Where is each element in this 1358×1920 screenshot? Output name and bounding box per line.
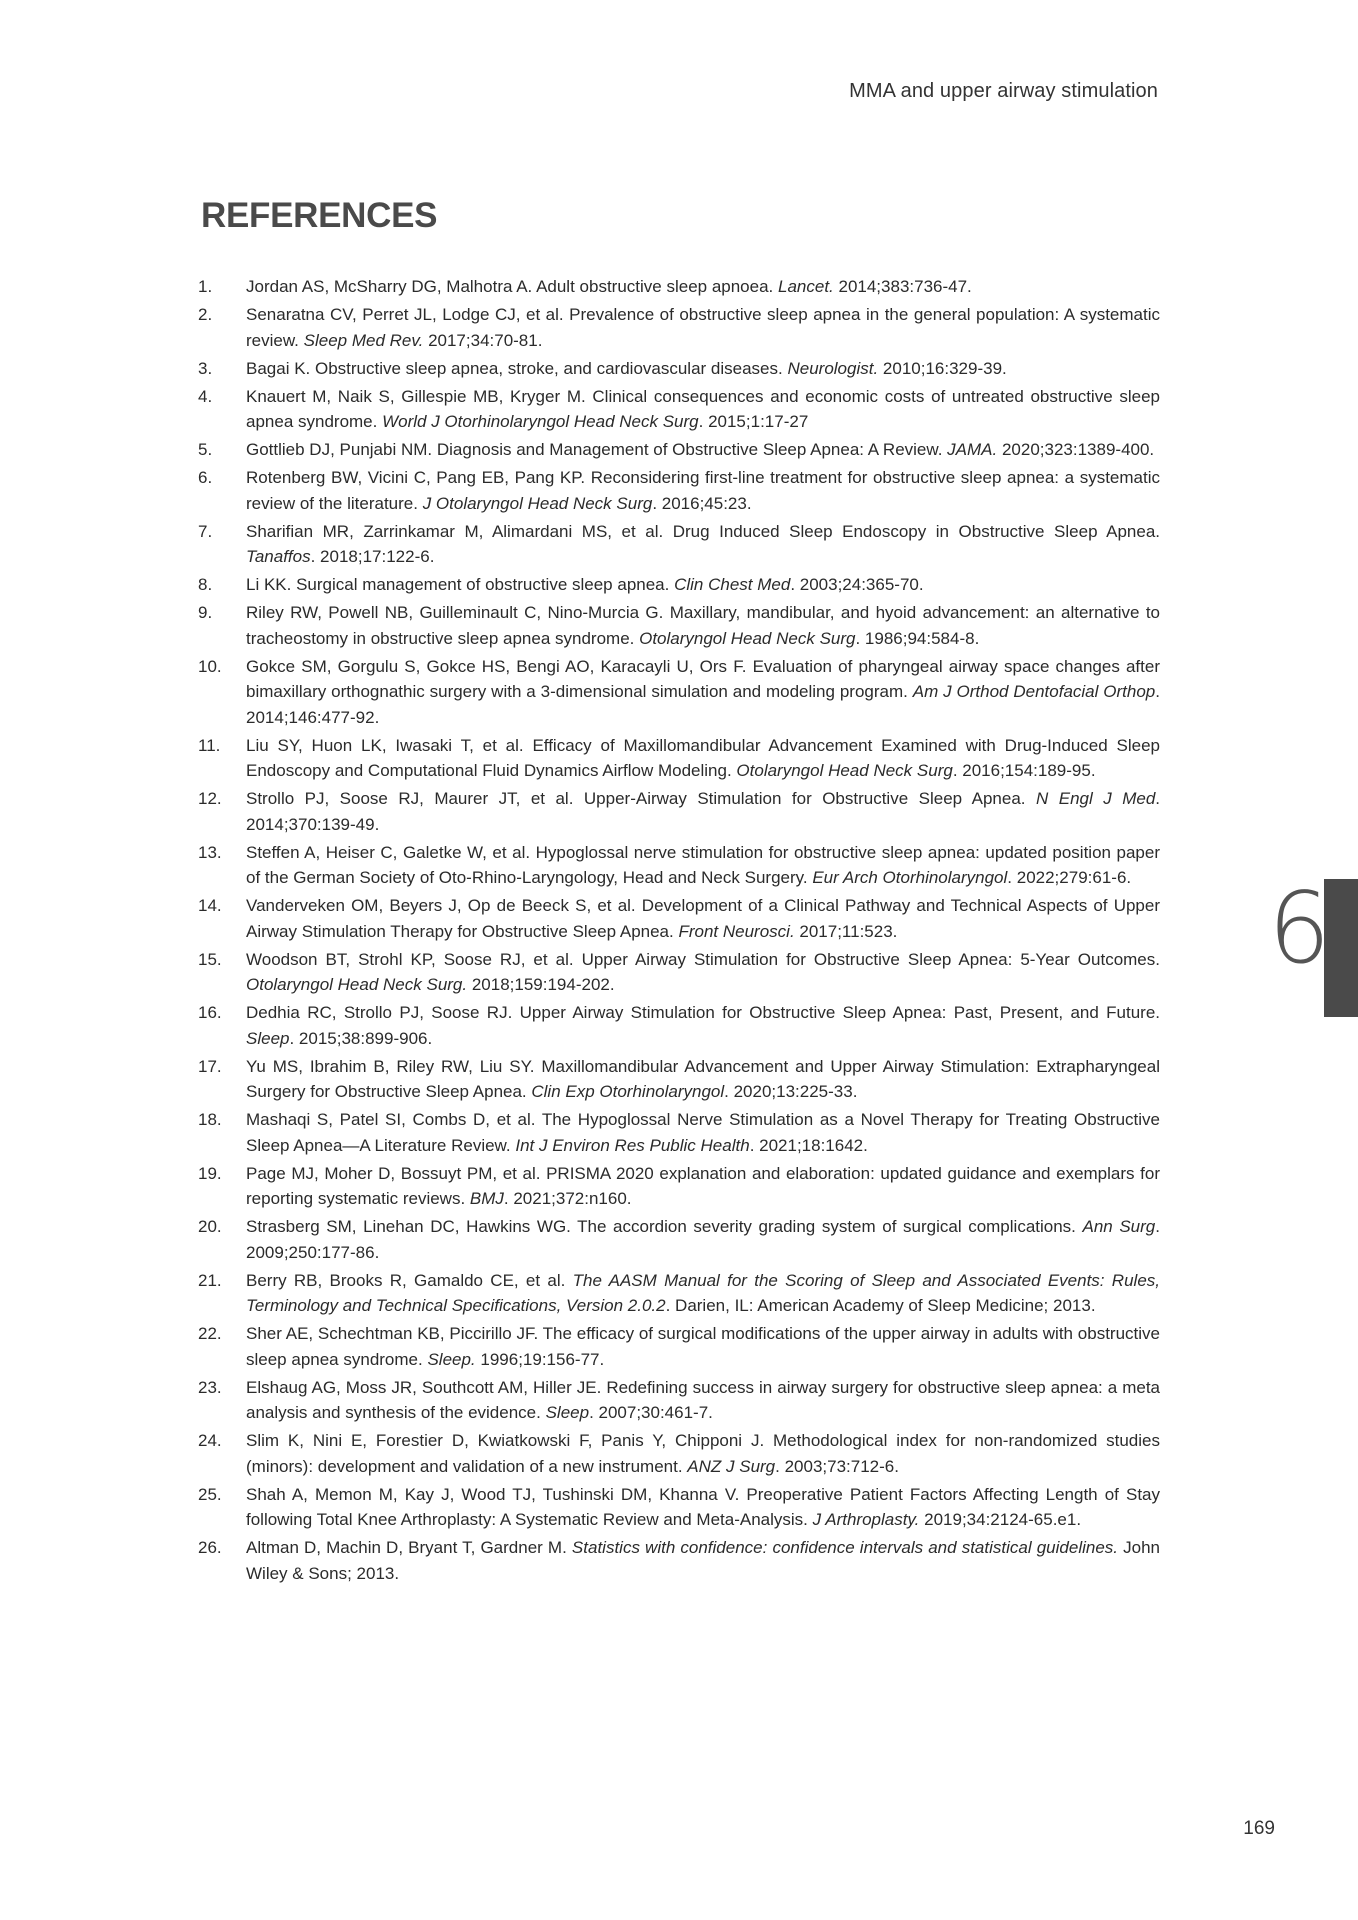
reference-citation: John Wiley & Sons; 2013. [246, 1538, 1160, 1583]
reference-authors-title: Page MJ, Moher D, Bossuyt PM, et al. PRISMA 2020 explanation and elaboration: updated guidance and exemplars for reporting systematic reviews. [246, 1163, 1160, 1208]
reference-journal: Otolaryngol Head Neck Surg. [246, 975, 468, 994]
reference-item [198, 1161, 1160, 1212]
running-head: MMA and upper airway stimulation [849, 80, 1158, 102]
reference-item [198, 519, 1160, 570]
reference-citation: . 2020;13:225-33. [724, 1082, 858, 1101]
reference-item [198, 733, 1160, 784]
reference-text [246, 1107, 1160, 1158]
reference-authors-title: Li KK. Surgical management of obstructive sleep apnea. [246, 575, 675, 594]
reference-journal: N Engl J Med [1036, 789, 1156, 808]
reference-item [198, 1428, 1160, 1479]
reference-journal: Otolaryngol Head Neck Surg [736, 761, 953, 780]
reference-citation: . 2014;370:139-49. [246, 789, 1161, 834]
reference-journal: World J Otorhinolaryngol Head Neck Surg [382, 412, 699, 431]
reference-text [246, 384, 1160, 435]
reference-number: 15. [198, 949, 222, 969]
reference-authors-title: Berry RB, Brooks R, Gamaldo CE, et al. [246, 1270, 573, 1290]
reference-authors-title: Strasberg SM, Linehan DC, Hawkins WG. The accordion severity grading system of surgical complications. [246, 1217, 1083, 1236]
reference-item [198, 947, 1160, 998]
reference-citation: 2017;34:70-81. [423, 330, 543, 350]
reference-journal: Eur Arch Otorhinolaryngol [812, 868, 1008, 887]
reference-journal: J Otolaryngol Head Neck Surg [422, 493, 653, 513]
reference-text [246, 274, 1160, 300]
reference-authors-title: Rotenberg BW, Vicini C, Pang EB, Pang KP. Reconsidering first-line treatment for obstructive sleep apnea: a systematic review of the literature. [246, 468, 1160, 513]
reference-number: 1. [198, 277, 213, 296]
reference-text [246, 1535, 1160, 1586]
reference-citation: . 2007;30:461-7. [589, 1403, 713, 1422]
reference-authors-title: Woodson BT, Strohl KP, Soose RJ, et al. Upper Airway Stimulation for Obstructive Sleep Apnea: 5-Year Outcomes. [246, 949, 1160, 969]
reference-citation: 2017;11:523. [794, 921, 898, 941]
reference-citation: . 2016;154:189-95. [952, 761, 1096, 780]
reference-authors-title: Steffen A, Heiser C, Galetke W, et al. Hypoglossal nerve stimulation for obstructive sleep apnea: updated position paper of the German Society of Oto-Rhino-Laryngology, Head and Neck Surgery. [246, 842, 1160, 887]
reference-item [198, 786, 1160, 837]
reference-number: 21. [198, 1270, 222, 1290]
reference-citation: 1996;19:156-77. [475, 1349, 605, 1369]
reference-text [246, 947, 1160, 998]
page-title: REFERENCES [201, 196, 438, 235]
reference-item [198, 1214, 1160, 1265]
reference-authors-title: Jordan AS, McSharry DG, Malhotra A. Adult obstructive sleep apnoea. [246, 277, 778, 296]
reference-journal: Sleep Med Rev. [303, 330, 424, 350]
reference-authors-title: Senaratna CV, Perret JL, Lodge CJ, et al. Prevalence of obstructive sleep apnea in the general population: A systematic review. [246, 305, 1160, 350]
reference-journal: Neurologist. [787, 358, 879, 378]
reference-authors-title: Bagai K. Obstructive sleep apnea, stroke, and cardiovascular diseases. [246, 358, 788, 378]
reference-text [246, 519, 1160, 570]
reference-item [198, 1268, 1160, 1319]
reference-citation: . 2016;45:23. [652, 493, 752, 513]
reference-citation: . 2021;372:n160. [503, 1189, 632, 1208]
reference-citation: 2019;34:2124-65.e1. [919, 1510, 1082, 1529]
reference-number: 14. [198, 896, 222, 915]
reference-journal: Ann Surg [1082, 1217, 1156, 1236]
reference-authors-title: Elshaug AG, Moss JR, Southcott AM, Hiller JE. Redefining success in airway surgery for obstructive sleep apnea: a meta analysis and synthesis of the evidence. [246, 1377, 1160, 1422]
reference-authors-title: Riley RW, Powell NB, Guilleminault C, Nino-Murcia G. Maxillary, mandibular, and hyoid advancement: an alternative to tracheostomy in obstructive sleep apnea syndrome. [246, 603, 1160, 648]
reference-text [246, 733, 1160, 784]
reference-number: 24. [198, 1431, 222, 1450]
reference-text [246, 1428, 1160, 1479]
reference-journal: ANZ J Surg [687, 1456, 776, 1476]
reference-text [246, 893, 1160, 944]
reference-citation: 2018;159:194-202. [467, 975, 615, 994]
reference-item [198, 1375, 1160, 1426]
reference-item [198, 654, 1160, 731]
reference-number: 9. [198, 603, 213, 622]
reference-number: 17. [198, 1056, 222, 1076]
reference-item [198, 893, 1160, 944]
reference-text [246, 654, 1160, 731]
reference-citation: . 2015;38:899-906. [289, 1028, 433, 1048]
reference-text [246, 1214, 1160, 1265]
reference-journal: The AASM Manual for the Scoring of Sleep and Associated Events: Rules, Terminology and Technical Specifications, Version 2.0.2 [246, 1270, 1160, 1315]
reference-journal: Sleep [246, 1028, 290, 1048]
reference-journal: Clin Exp Otorhinolaryngol [531, 1082, 725, 1101]
reference-journal: Otolaryngol Head Neck Surg [639, 628, 856, 648]
reference-journal: Am J Orthod Dentofacial Orthop [912, 682, 1156, 701]
reference-number: 26. [198, 1538, 222, 1557]
reference-item [198, 274, 1160, 300]
reference-item [198, 572, 1160, 598]
reference-citation: 2010;16:329-39. [878, 358, 1007, 378]
reference-number: 3. [198, 358, 213, 378]
reference-citation: . 2014;146:477-92. [246, 682, 1160, 727]
reference-authors-title: Shah A, Memon M, Kay J, Wood TJ, Tushinski DM, Khanna V. Preoperative Patient Factors Affecting Length of Stay following Total Knee Arthroplasty: A Systematic Review and Meta-Analysis. [246, 1484, 1160, 1529]
reference-authors-title: Slim K, Nini E, Forestier D, Kwiatkowski F, Panis Y, Chipponi J. Methodological index for non-randomized studies (minors): development and validation of a new instrument. [246, 1431, 1160, 1476]
reference-item [198, 1054, 1160, 1105]
reference-journal: Lancet. [778, 277, 834, 296]
reference-number: 10. [198, 656, 222, 676]
reference-number: 16. [198, 1003, 222, 1022]
reference-item [198, 302, 1160, 353]
reference-authors-title: Mashaqi S, Patel SI, Combs D, et al. The Hypoglossal Nerve Stimulation as a Novel Therapy for Treating Obstructive Sleep Apnea—A Literature Review. [246, 1110, 1160, 1155]
reference-number: 2. [198, 305, 213, 324]
reference-text [246, 1321, 1160, 1372]
reference-number: 19. [198, 1163, 222, 1183]
reference-citation: . Darien, IL: American Academy of Sleep Medicine; 2013. [665, 1296, 1096, 1315]
reference-authors-title: Gokce SM, Gorgulu S, Gokce HS, Bengi AO, Karacayli U, Ors F. Evaluation of pharyngeal airway space changes after bimaxillary orthognathic surgery with a 3-dimensional simulation and modeling program. [246, 656, 1160, 701]
reference-number: 6. [198, 468, 213, 487]
reference-number: 23. [198, 1377, 222, 1397]
reference-number: 25. [198, 1484, 222, 1504]
reference-text [246, 1000, 1160, 1051]
reference-text [246, 302, 1160, 353]
reference-number: 22. [198, 1324, 222, 1343]
reference-authors-title: Knauert M, Naik S, Gillespie MB, Kryger M. Clinical consequences and economic costs of untreated obstructive sleep apnea syndrome. [246, 386, 1160, 431]
reference-item [198, 840, 1160, 891]
reference-journal: Sleep. [427, 1349, 476, 1369]
reference-authors-title: Yu MS, Ibrahim B, Riley RW, Liu SY. Maxillomandibular Advancement and Upper Airway Stimulation: Extrapharyngeal Surgery for Obstructive Sleep Apnea. [246, 1056, 1160, 1101]
reference-authors-title: Strollo PJ, Soose RJ, Maurer JT, et al. Upper-Airway Stimulation for Obstructive Sleep Apnea. [246, 789, 1036, 808]
reference-number: 11. [198, 735, 221, 755]
reference-citation: 2020;323:1389-400. [997, 440, 1155, 459]
reference-text [246, 1375, 1160, 1426]
reference-text [246, 840, 1160, 891]
reference-item [198, 356, 1160, 382]
reference-item [198, 1535, 1160, 1586]
reference-citation: . 1986;94:584-8. [855, 628, 980, 648]
reference-item [198, 1482, 1160, 1533]
reference-authors-title: Gottlieb DJ, Punjabi NM. Diagnosis and Management of Obstructive Sleep Apnea: A Review. [246, 440, 948, 459]
reference-authors-title: Vanderveken OM, Beyers J, Op de Beeck S, et al. Development of a Clinical Pathway and Technical Aspects of Upper Airway Stimulation Therapy for Obstructive Sleep Apnea. [246, 896, 1160, 941]
reference-text [246, 465, 1160, 516]
reference-journal: Clin Chest Med [674, 575, 791, 594]
reference-citation: . 2003;24:365-70. [790, 575, 924, 594]
reference-text [246, 786, 1160, 837]
reference-citation: . 2009;250:177-86. [246, 1217, 1160, 1262]
reference-item [198, 1000, 1160, 1051]
reference-authors-title: Liu SY, Huon LK, Iwasaki T, et al. Efficacy of Maxillomandibular Advancement Examined with Drug-Induced Sleep Endoscopy and Computational Fluid Dynamics Airflow Modeling. [246, 735, 1160, 780]
reference-text [246, 1268, 1160, 1319]
reference-journal: BMJ [469, 1189, 504, 1208]
reference-number: 4. [198, 386, 213, 406]
reference-citation: . 2003;73:712-6. [775, 1456, 899, 1476]
reference-authors-title: Sharifian MR, Zarrinkamar M, Alimardani MS, et al. Drug Induced Sleep Endoscopy in Obstructive Sleep Apnea. [246, 521, 1160, 541]
reference-item [198, 384, 1160, 435]
reference-citation: . 2022;279:61-6. [1007, 868, 1132, 887]
reference-item [198, 437, 1160, 463]
reference-text [246, 1482, 1160, 1533]
reference-journal: Sleep [545, 1403, 590, 1422]
reference-authors-title: Altman D, Machin D, Bryant T, Gardner M. [246, 1538, 572, 1557]
reference-text [246, 1054, 1160, 1105]
reference-text [246, 356, 1160, 382]
reference-text [246, 600, 1160, 651]
reference-authors-title: Dedhia RC, Strollo PJ, Soose RJ. Upper Airway Stimulation for Obstructive Sleep Apnea: Past, Present, and Future. [246, 1003, 1160, 1022]
reference-number: 7. [198, 521, 213, 541]
reference-number: 8. [198, 575, 213, 594]
reference-citation: 2014;383:736-47. [833, 277, 972, 296]
reference-item [198, 600, 1160, 651]
reference-journal: J Arthroplasty. [812, 1510, 920, 1529]
reference-citation: . 2021;18:1642. [749, 1135, 868, 1155]
reference-citation: . 2015;1:17-27 [698, 412, 809, 431]
reference-text [246, 437, 1160, 463]
reference-list [198, 274, 1160, 1589]
reference-item [198, 465, 1160, 516]
reference-number: 18. [198, 1110, 222, 1129]
reference-text [246, 1161, 1160, 1212]
chapter-number: 6 [1268, 872, 1331, 986]
reference-number: 13. [198, 842, 222, 862]
reference-number: 12. [198, 789, 222, 808]
page-number: 169 [1243, 1818, 1275, 1839]
reference-citation: . 2018;17:122-6. [310, 547, 435, 566]
reference-item [198, 1107, 1160, 1158]
reference-text [246, 572, 1160, 598]
reference-authors-title: Sher AE, Schechtman KB, Piccirillo JF. The efficacy of surgical modifications of the upper airway in adults with obstructive sleep apnea syndrome. [246, 1324, 1160, 1369]
reference-journal: JAMA. [947, 440, 998, 459]
reference-number: 20. [198, 1217, 222, 1236]
reference-item [198, 1321, 1160, 1372]
reference-number: 5. [198, 440, 213, 459]
reference-journal: Front Neurosci. [678, 921, 795, 941]
reference-journal: Tanaffos [246, 547, 311, 566]
reference-journal: Statistics with confidence: confidence intervals and statistical guidelines. [571, 1538, 1119, 1557]
reference-journal: Int J Environ Res Public Health [515, 1135, 750, 1155]
